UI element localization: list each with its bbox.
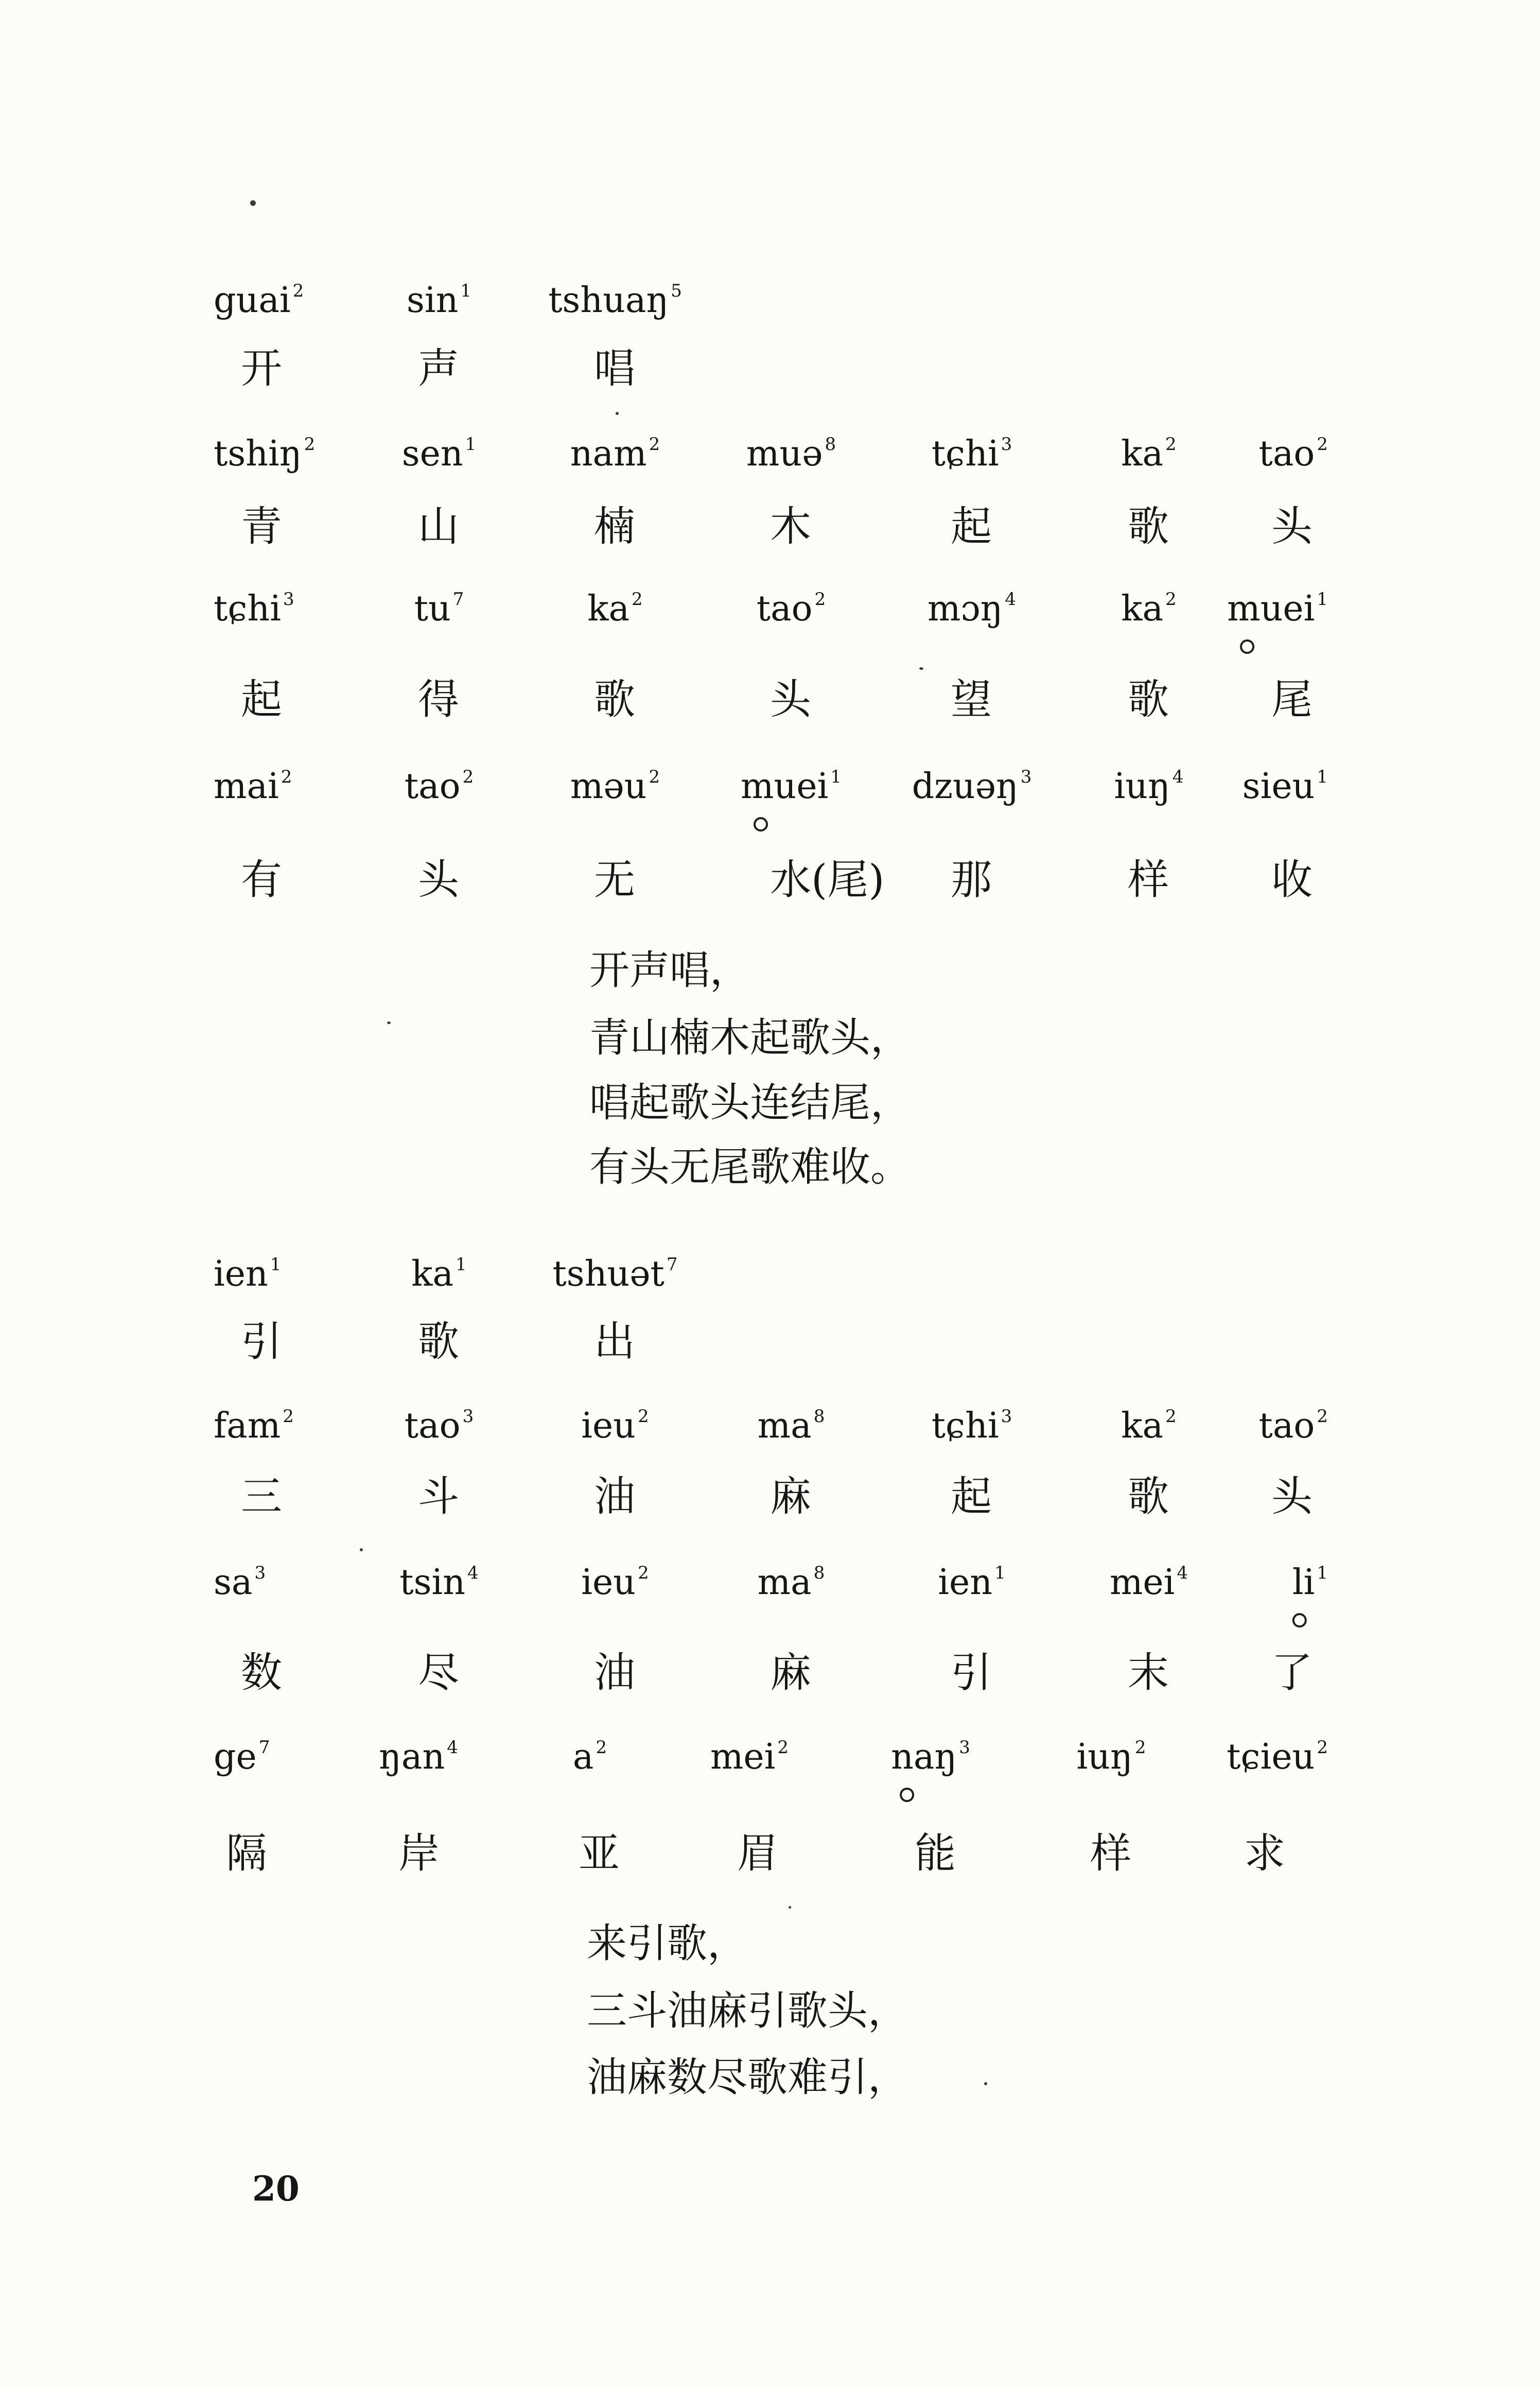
syllable-text: tɕhi [931,1406,999,1446]
syllable-text: mei [710,1737,776,1777]
tone-number: 2 [283,1406,294,1427]
tone-number: 3 [462,1406,474,1427]
romanization-syllable [411,1254,466,1295]
tone-number: 3 [254,1563,266,1583]
chinese-character: 尽 [418,1649,459,1696]
chinese-character: 引 [951,1649,992,1696]
syllable-text: məu [570,766,647,807]
tone-number: 7 [666,1254,678,1275]
translation-line: 来引歌， [587,1920,748,1967]
chinese-character: 样 [1090,1829,1131,1877]
chinese-character: 开 [241,344,282,392]
chinese-character: 起 [241,676,282,723]
tone-number: 4 [1172,767,1184,787]
syllable-text: mai [214,766,279,807]
chinese-character: 亚 [579,1829,620,1877]
romanization-syllable [1227,1737,1328,1778]
chinese-character: 油 [594,1649,635,1696]
romanization-syllable [405,1406,474,1447]
chinese-character: 得 [418,676,459,723]
circle-mark [1240,639,1254,654]
syllable-text: fam [214,1406,281,1446]
tone-number: 3 [1001,1406,1012,1427]
chinese-character: 那 [951,856,992,904]
tone-number: 1 [1317,767,1328,787]
translation-verse [589,247,1207,1205]
syllable-text: ka [1121,434,1164,474]
chinese-character: 歌 [1128,503,1169,550]
chinese-character: 声 [418,344,459,392]
syllable-text: ma [757,1406,812,1446]
tone-number: 2 [304,434,316,455]
chinese-character: 木 [770,503,811,550]
tone-number: 2 [281,767,292,787]
tone-number: 1 [270,1254,282,1275]
chinese-character: 麻 [770,1649,811,1696]
romanization-syllable [414,588,464,630]
song-section [0,1236,1540,2111]
syllable-text: tao [1258,434,1315,474]
syllable-text: ieu [581,1406,636,1446]
syllable-text: tao [1258,1406,1315,1446]
tone-number: 4 [1177,1563,1188,1583]
tone-number: 3 [959,1737,970,1758]
syllable-text: naŋ [891,1737,957,1777]
chinese-character: 头 [418,856,459,904]
syllable-text: tɕhi [214,588,281,629]
syllable-text: sieu [1242,766,1315,807]
romanization-syllable [214,766,292,807]
chinese-character: 头 [1271,503,1312,550]
tone-number: 2 [1317,1737,1328,1758]
syllable-text: nam [570,434,647,474]
chinese-character: 样 [1128,856,1169,904]
romanization-syllable [379,1737,458,1778]
syllable-text: ka [1121,1406,1164,1446]
syllable-text: tao [756,588,813,629]
syllable-text: tao [404,1406,461,1446]
tone-number: 1 [1317,1563,1328,1583]
syllable-text: ma [757,1562,812,1603]
chinese-character: 有 [241,856,282,904]
tone-number: 5 [671,281,682,301]
circle-mark [1292,1613,1307,1628]
chinese-character: 歌 [1128,1473,1169,1520]
tone-number: 2 [777,1737,789,1758]
tone-number: 2 [632,589,643,610]
romanization-syllable [214,588,294,630]
chinese-character: 斗 [418,1473,459,1520]
romanization-syllable [407,280,471,321]
tone-number: 2 [1165,1406,1177,1427]
romanization-syllable [214,1737,270,1778]
tone-number: 1 [830,767,842,787]
romanization-syllable [399,1562,478,1603]
romanization-syllable [214,1406,294,1447]
page-number: 20 [252,2169,300,2209]
romanization-syllable [214,280,304,321]
romanization-syllable [1259,1406,1328,1447]
romanization-syllable [1259,434,1328,475]
chinese-character: 数 [241,1649,282,1696]
chinese-character: 青 [241,503,282,550]
tone-number: 2 [1317,434,1328,455]
syllable-text: tshuət [552,1254,664,1294]
chinese-character: 引 [241,1318,282,1365]
tone-number: 4 [1005,589,1016,610]
syllable-text: tao [404,766,461,807]
translation-verse [587,1236,1204,2111]
chinese-character: 望 [951,676,992,723]
syllable-text: tsin [399,1562,466,1603]
romanization-syllable [405,766,474,807]
chinese-character: 歌 [1128,676,1169,723]
chinese-character: 油 [594,1473,635,1520]
tone-number: 2 [1165,589,1177,610]
tone-number: 2 [1317,1406,1328,1427]
syllable-text: guai [214,280,291,321]
chinese-character: 起 [951,1473,992,1520]
syllable-text: ŋan [379,1737,445,1777]
tone-number: 8 [825,434,836,455]
tone-number: 8 [813,1406,825,1427]
syllable-text: sa [214,1562,253,1603]
chinese-character: 唱 [594,344,635,392]
chinese-character: 歌 [418,1318,459,1365]
chinese-character: 收 [1271,856,1312,904]
chinese-character: 岸 [398,1829,440,1877]
tone-number: 2 [638,1563,649,1583]
romanization-syllable [1227,588,1328,630]
syllable-text: muə [746,434,823,474]
chinese-character: 无 [594,856,635,904]
romanization-syllable [214,1562,266,1603]
chinese-character: 山 [418,503,459,550]
syllable-text: ka [411,1254,454,1294]
chinese-character: 麻 [770,1473,811,1520]
syllable-text: muei [1227,588,1315,629]
tone-number: 2 [1165,434,1177,455]
translation-line: 开声唱， [589,947,750,994]
romanization-syllable [1242,766,1328,807]
chinese-character: 了 [1271,1649,1312,1696]
chinese-character: 头 [1271,1473,1312,1520]
chinese-character: 起 [951,503,992,550]
translation-line: 三斗油麻引歌头， [587,1988,908,2034]
translation-line: 油麻数尽歌难引， [587,2054,908,2101]
syllable-text: tu [414,588,451,629]
scan-speck [250,200,256,206]
chinese-character: 求 [1244,1829,1285,1877]
syllable-text: tshiŋ [214,434,302,474]
syllable-text: ien [214,1254,268,1294]
tone-number: 3 [1001,434,1012,455]
tone-number: 2 [462,767,474,787]
song-section [0,247,1540,1205]
tone-number: 3 [1020,767,1032,787]
tone-number: 3 [283,589,294,610]
tone-number: 2 [638,1406,649,1427]
chinese-character: 歌 [594,676,635,723]
tone-number: 2 [292,281,304,301]
chinese-character: 三 [241,1473,282,1520]
translation-line: 有头无尾歌难收。 [589,1144,911,1190]
tone-number: 2 [596,1737,607,1758]
tone-number: 7 [452,589,464,610]
chinese-character: 尾 [1271,676,1312,723]
tone-number: 1 [460,281,472,301]
romanization-syllable [402,434,477,475]
tone-number: 2 [649,767,660,787]
syllable-text: dzuəŋ [912,766,1019,807]
tone-number: 4 [447,1737,458,1758]
translation-line: 唱起歌头连结尾， [589,1080,911,1126]
syllable-text: muei [741,766,829,807]
chinese-character: 能 [915,1829,956,1877]
tone-number: 1 [465,434,477,455]
syllable-text: mei [1109,1562,1175,1603]
tone-number: 7 [258,1737,270,1758]
tone-number: 2 [1134,1737,1146,1758]
chinese-character: 眉 [737,1829,778,1877]
tone-number: 1 [456,1254,467,1275]
syllable-text: tɕhi [931,434,999,474]
translation-line: 青山楠木起歌头， [589,1015,911,1061]
romanization-syllable [214,1254,281,1295]
tone-number: 1 [994,1563,1006,1583]
syllable-text: ieu [581,1562,636,1603]
syllable-text: ge [214,1737,257,1777]
romanization-syllable [214,434,315,475]
syllable-text: sen [401,434,463,474]
chinese-character: 隔 [226,1829,267,1877]
syllable-text: ka [587,588,630,629]
syllable-text: tshuaŋ [548,280,669,321]
syllable-text: ien [938,1562,993,1603]
syllable-text: iuŋ [1076,1737,1133,1777]
syllable-text: a [572,1737,594,1777]
syllable-text: sin [406,280,459,321]
chinese-character: 末 [1128,1649,1169,1696]
tone-number: 2 [814,589,826,610]
syllable-text: mɔŋ [927,588,1003,629]
syllable-text: li [1292,1562,1315,1603]
chinese-character: 头 [770,676,811,723]
tone-number: 8 [813,1563,825,1583]
chinese-character: 水(尾) [770,856,885,904]
chinese-character: 楠 [594,503,635,550]
chinese-character: 出 [594,1318,635,1365]
syllable-text: ka [1121,588,1164,629]
tone-number: 4 [467,1563,479,1583]
syllable-text: iuŋ [1114,766,1170,807]
romanization-syllable [1292,1562,1328,1603]
syllable-text: tɕieu [1227,1737,1315,1777]
tone-number: 2 [649,434,660,455]
tone-number: 1 [1317,589,1328,610]
